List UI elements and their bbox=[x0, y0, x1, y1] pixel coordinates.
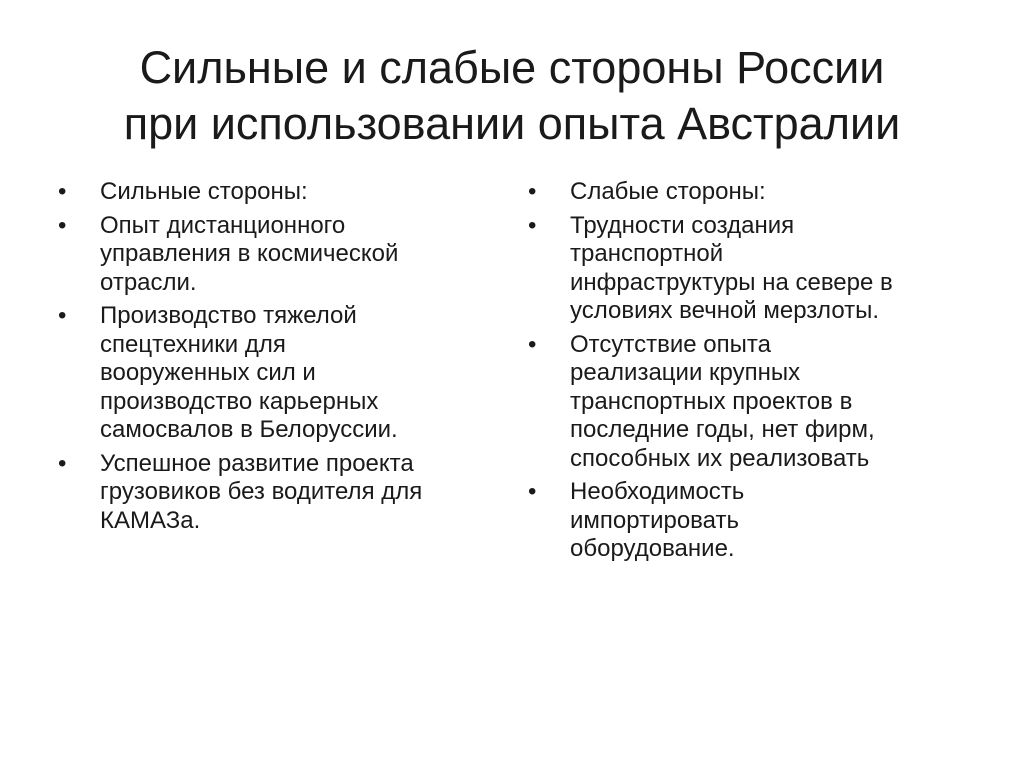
bullet-icon: • bbox=[528, 478, 537, 505]
list-item-text: Опыт дистанционного управления в космической отрасли. bbox=[100, 211, 399, 296]
bullet-icon: • bbox=[58, 178, 67, 205]
list-item-text: Производство тяжелой спецтехники для вооруженных сил и производство карьерных самосвалов в Белоруссии. bbox=[100, 302, 398, 443]
bullet-icon: • bbox=[58, 302, 67, 329]
list-item bbox=[58, 450, 488, 536]
list-item-text: Сильные стороны: bbox=[100, 178, 308, 205]
list-item-text: Успешное развитие проекта грузовиков без водителя для КАМАЗа. bbox=[100, 449, 423, 534]
list-item-text: Слабые стороны: bbox=[570, 178, 766, 205]
title-line-1: Сильные и слабые стороны России bbox=[139, 42, 885, 93]
title-line-2: при использовании опыта Австралии bbox=[123, 98, 901, 149]
weaknesses-list bbox=[528, 178, 988, 569]
bullet-icon: • bbox=[528, 178, 537, 205]
strengths-heading bbox=[58, 178, 488, 207]
list-item bbox=[528, 331, 988, 474]
bullet-icon: • bbox=[528, 211, 537, 239]
list-item-text: Трудности создания транспортной инфраструктуры на севере в условиях вечной мерзлоты. bbox=[570, 211, 893, 324]
list-item bbox=[58, 302, 488, 445]
list-item bbox=[528, 478, 988, 564]
slide-title bbox=[40, 40, 984, 152]
list-item-text: Необходимость импортировать оборудование. bbox=[570, 478, 745, 562]
bullet-icon: • bbox=[528, 330, 537, 358]
list-item-text: Отсутствие опыта реализации крупных транспортных проектов в последние годы, нет фирм, способных их реализовать bbox=[570, 330, 875, 472]
bullet-icon: • bbox=[58, 449, 67, 477]
bullet-icon: • bbox=[58, 211, 67, 239]
weaknesses-heading bbox=[528, 178, 988, 207]
list-item bbox=[528, 212, 988, 326]
strengths-list bbox=[58, 178, 488, 540]
list-item bbox=[58, 212, 488, 298]
